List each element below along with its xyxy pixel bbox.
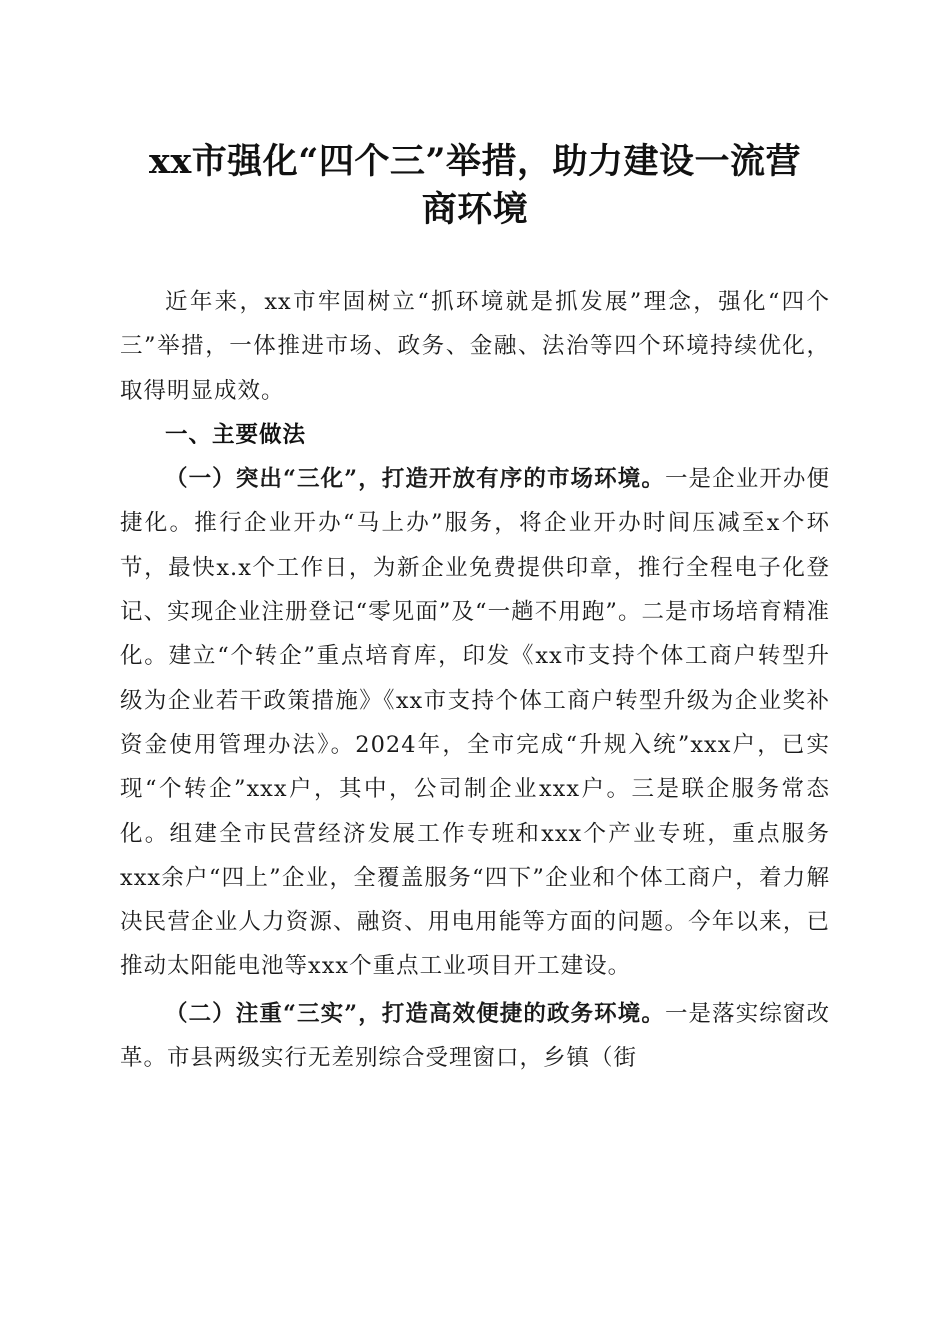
title-line-1: xx市强化“四个三”举措，助力建设一流营 <box>149 141 801 182</box>
document-title <box>95 138 855 234</box>
subsection-2-lead: （二）注重“三实”，打造高效便捷的政务环境。 <box>165 1000 665 1027</box>
section-heading-main-practices: 一、主要做法 <box>165 421 307 448</box>
subsection-1-body: 一是企业开办便捷化。推行企业开办“马上办”服务，将企业开办时间压减至x个环节，最快x.x个工作日，为新企业免费提供印章，推行全程电子化登记、实现企业注册登记“零见面”及“一趟不用跑”。二是市场培育精准化。建立“个转企”重点培育库，印发《xx市支持个体工商户转型升级为企业若干政策措施》《xx市支持个体工商户转型升级为企业奖补资金使用管理办法》。2024年，全市完成“升规入统”xxx户，已实现“个转企”xxx户，其中，公司制企业xxx户。三是联企服务常态化。组建全市民营经济发展工作专班和xxx个产业专班，重点服务xxx余户“四上”企业，全覆盖服务“四下”企业和个体工商户，着力解决民营企业人力资源、融资、用电用能等方面的问题。今年以来，已推动太阳能电池等xxx个重点工业项目开工建设。 <box>120 466 830 980</box>
subsection-1-lead: （一）突出“三化”，打造开放有序的市场环境。 <box>165 466 665 493</box>
intro-paragraph: 近年来，xx市牢固树立“抓环境就是抓发展”理念，强化“四个三”举措，一体推进市场、政务、金融、法治等四个环境持续优化，取得明显成效。 <box>120 289 830 404</box>
subsection-1-paragraph <box>120 457 830 989</box>
subsection-2-paragraph <box>120 992 830 1081</box>
title-line-2: 商环境 <box>421 189 529 230</box>
subsection-2-body: 一是落实综窗改革。市县两级实行无差别综合受理窗口，乡镇（街 <box>120 1000 830 1072</box>
document-body <box>120 280 830 1080</box>
